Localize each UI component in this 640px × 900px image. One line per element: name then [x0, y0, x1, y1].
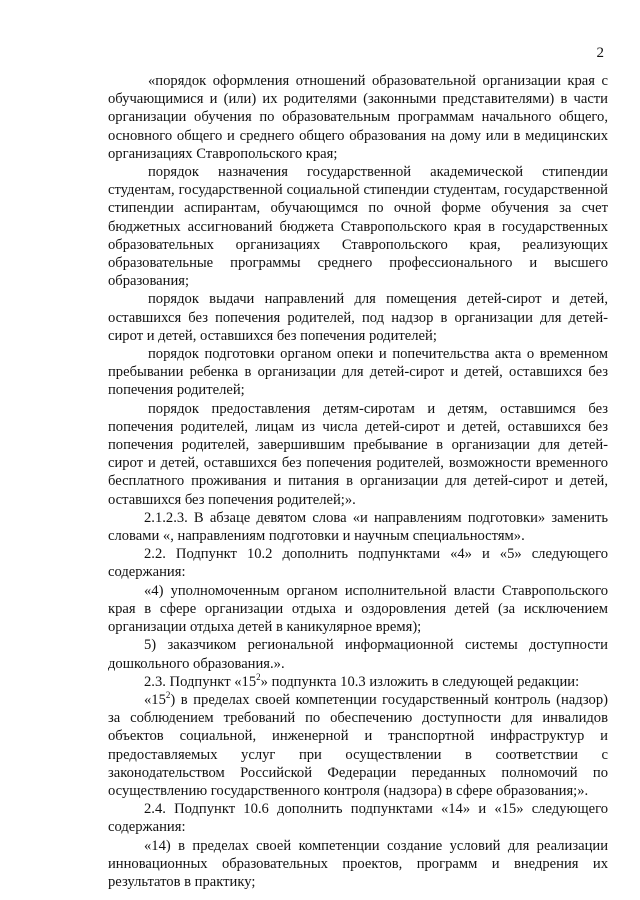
- paragraph-subitem-5: 5) заказчиком региональной информационной системы доступности дошкольного образования.».: [108, 637, 608, 672]
- paragraph-order-home-education: «порядок оформления отношений образовательной организации края с обучающимися и (или) их родителями (законными представителями) в части организации обучения по образовательным программам начального общего, основного общего и среднего общего образования на дому или в медицинских организациях Ставропольского края;: [108, 73, 608, 162]
- paragraph-item-2-2: 2.2. Подпункт 10.2 дополнить подпунктами «4» и «5» следующего содержания:: [108, 546, 608, 581]
- paragraph-subitem-14: «14) в пределах своей компетенции создание условий для реализации инновационных образовательных проектов, программ и внедрения их результатов в практику;: [108, 837, 608, 890]
- superscript-2: 2: [256, 671, 261, 682]
- paragraph-item-2-3: [108, 673, 608, 691]
- paragraph-temporary-residence-order: порядок предоставления детям-сиротам и детям, оставшимся без попечения родителей, лицам из числа детей-сирот и детей, оставшихся без попечения родителей, завершившим пребывание в организации для детей-сирот и детей, оставшихся без попечения родителей, возможности временного бесплатного проживания и питания в организации для детей-сирот и детей, оставшихся без попечения родителей;».: [108, 400, 608, 508]
- paragraph-guardianship-act-order: порядок подготовки органом опеки и попечительства акта о временном пребывании ребенка в организации для детей-сирот и детей, оставшихся без попечения родителей;: [108, 346, 608, 399]
- item-2-3-text-a: 2.3. Подпункт «15: [144, 673, 257, 690]
- paragraph-item-2-1-2-3: 2.1.2.3. В абзаце девятом слова «и направлениям подготовки» заменить словами «, направлениям подготовки и научным специальностям».: [108, 509, 608, 545]
- paragraph-item-2-4: 2.4. Подпункт 10.6 дополнить подпунктами «14» и «15» следующего содержания:: [108, 801, 608, 836]
- subitem-15-2-text-a: «15: [144, 691, 166, 708]
- page-number: 2: [596, 45, 604, 61]
- subitem-15-2-text-b: ) в пределах своей компетенции государственный контроль (надзор) за соблюдением требований по обеспечению доступности для инвалидов объектов социальной, инженерной и транспортной инфраструктур и предоставляемых услуг при осуществлении в соответствии с законодательством Российской Федерации переданных полномочий по осуществлению государственного контроля (надзора) в сфере образования;».: [108, 691, 608, 799]
- superscript-2: 2: [165, 690, 171, 701]
- paragraph-subitem-4: «4) уполномоченным органом исполнительной власти Ставропольского края в сфере организации отдыха и оздоровления детей (за исключением организации отдыха детей в каникулярное время);: [108, 582, 608, 636]
- item-2-3-text-b: » подпункта 10.3 изложить в следующей редакции:: [260, 673, 580, 690]
- paragraph-subitem-15-2: [108, 691, 608, 800]
- paragraph-scholarship-order: порядок назначения государственной академической стипендии студентам, государственной социальной стипендии студентам, государственной стипендии аспирантам, обучающимся по очной форме обучения за счет бюджетных ассигнований бюджета Ставропольского края в государственных образовательных организациях Ставропольского края, реализующих образовательные программы среднего профессионального и высшего образования;: [108, 164, 608, 290]
- document-body: [108, 72, 608, 891]
- paragraph-referral-order: порядок выдачи направлений для помещения детей-сирот и детей, оставшихся без попечения родителей, под надзор в организации для детей-сирот и детей, оставшихся без попечения родителей;: [108, 291, 608, 344]
